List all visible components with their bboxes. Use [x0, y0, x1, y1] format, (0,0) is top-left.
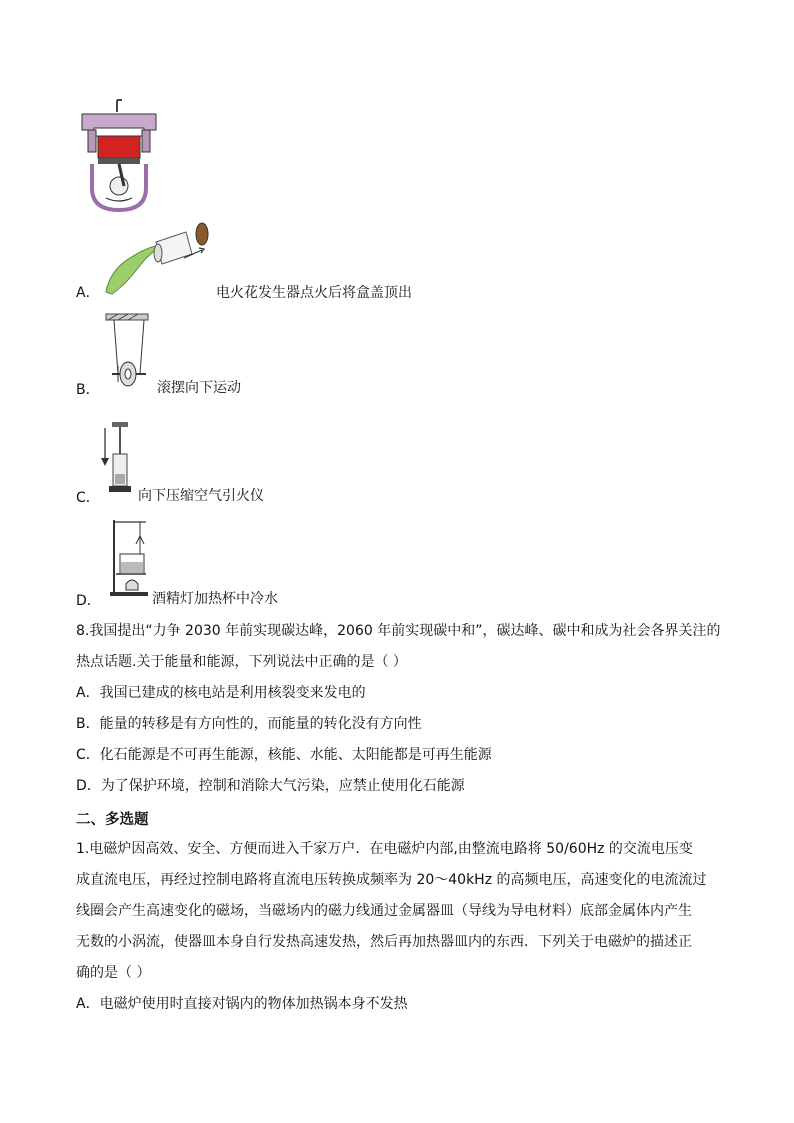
option-b-text: 滚摆向下运动	[157, 380, 241, 396]
option-d-letter: D．	[76, 593, 101, 609]
section-title: 二、多选题	[76, 812, 149, 828]
option-c-letter: C．	[76, 490, 100, 506]
question-8-option-b: B．能量的转移是有方向性的，而能量的转化没有方向性	[76, 716, 422, 732]
question-8-option-a: A．我国已建成的核电站是利用核裂变来发电的	[76, 685, 366, 701]
option-a-text: 电火花发生器点火后将盒盖顶出	[216, 285, 412, 301]
option-c-text: 向下压缩空气引火仪	[138, 488, 264, 504]
alcohol-lamp-figure	[106, 518, 150, 598]
question-1-line-5: 确的是（ ）	[76, 965, 151, 981]
question-1	[76, 834, 726, 1020]
question-1-line-3: 线圈会产生高速变化的磁场，当磁场内的磁力线通过金属器皿（导线为导电材料）底部金属体内产生	[76, 903, 692, 919]
question-8-option-d: D．为了保护环境，控制和消除大气污染，应禁止使用化石能源	[76, 778, 465, 794]
question-1-option-a: A．电磁炉使用时直接对锅内的物体加热锅本身不发热	[76, 996, 408, 1012]
engine-diagram	[80, 98, 158, 214]
question-1-line-2: 成直流电压，再经过控制电路将直流电压转换成频率为 20～40kHz 的高频电压，高速变化的电流流过	[76, 872, 707, 888]
question-8-line-2: 热点话题.关于能量和能源，下列说法中正确的是（ ）	[76, 654, 407, 670]
question-8	[76, 616, 726, 802]
question-1-line-1: 1.电磁炉因高效、安全、方便而进入千家万户．在电磁炉内部,由整流电路将 50/60Hz 的交流电压变	[76, 841, 693, 857]
option-d-text: 酒精灯加热杯中冷水	[152, 591, 278, 607]
option-b-letter: B．	[76, 382, 100, 398]
air-igniter-figure	[100, 420, 134, 500]
question-1-line-4: 无数的小涡流，使器皿本身自行发热高速发热，然后再加热器皿内的东西．下列关于电磁炉的描述正	[76, 934, 692, 950]
option-a-letter: A．	[76, 285, 100, 301]
spark-generator-figure	[100, 220, 216, 296]
question-8-line-1: 8.我国提出“力争 2030 年前实现碳达峰，2060 年前实现碳中和”，碳达峰、碳中和成为社会各界关注的	[76, 623, 721, 639]
question-8-option-c: C．化石能源是不可再生能源，核能、水能、太阳能都是可再生能源	[76, 747, 492, 763]
maxwell-wheel-figure	[100, 312, 152, 388]
